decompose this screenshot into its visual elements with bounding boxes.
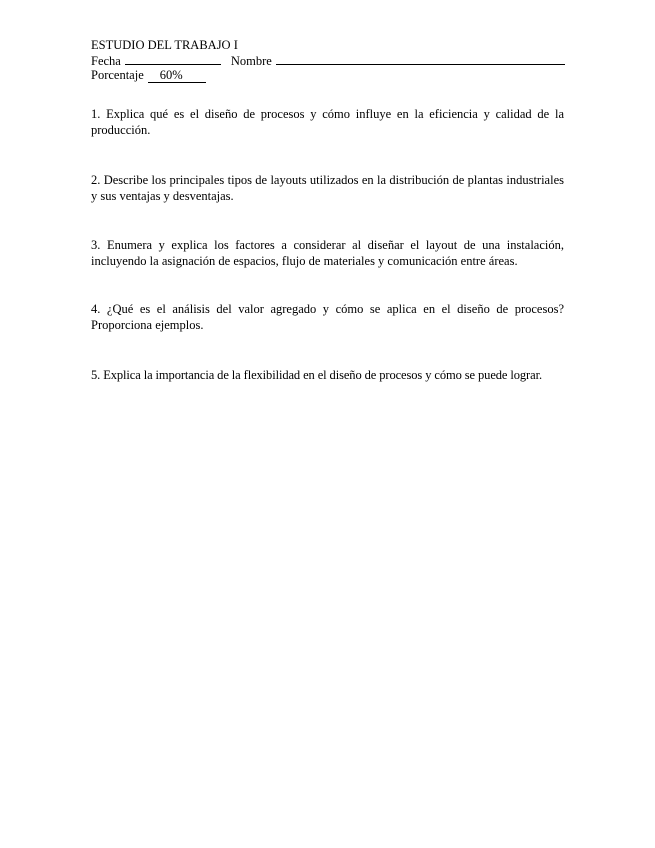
porcentaje-line	[91, 68, 565, 83]
question-1: 1. Explica qué es el diseño de procesos y cómo influye en la eficiencia y calidad de la producción.	[91, 107, 564, 137]
question-4: 4. ¿Qué es el análisis del valor agregado y cómo se aplica en el diseño de procesos? Proporciona ejemplos.	[91, 302, 564, 332]
nombre-label: Nombre	[230, 54, 272, 68]
nombre-blank	[276, 53, 565, 65]
document-header	[91, 38, 565, 83]
fecha-label: Fecha	[91, 54, 121, 68]
porcentaje-value: 60%	[148, 69, 206, 83]
document-title: ESTUDIO DEL TRABAJO I	[91, 38, 238, 52]
question-5: 5. Explica la importancia de la flexibilidad en el diseño de procesos y cómo se puede lograr.	[91, 368, 542, 382]
question-2: 2. Describe los principales tipos de layouts utilizados en la distribución de plantas industriales y sus ventajas y desventajas.	[91, 173, 564, 203]
question-3: 3. Enumera y explica los factores a considerar al diseñar el layout de una instalación, incluyendo la asignación de espacios, flujo de materiales y comunicación entre áreas.	[91, 238, 564, 268]
title-line	[91, 38, 565, 53]
fecha-nombre-line	[91, 53, 565, 68]
porcentaje-label: Porcentaje	[91, 68, 144, 82]
fecha-blank	[125, 53, 221, 65]
